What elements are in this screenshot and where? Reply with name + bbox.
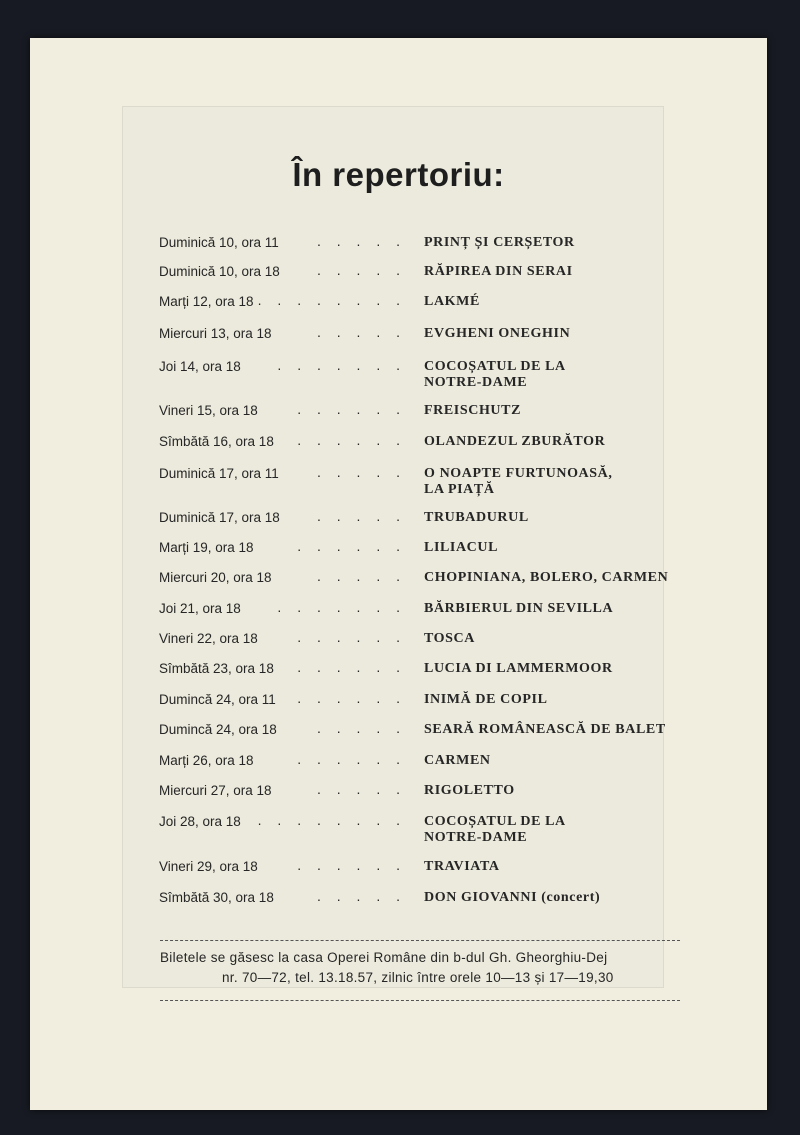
dot-leader: . . . . . . — [297, 659, 406, 675]
schedule-entry — [30, 631, 767, 651]
schedule-entry — [30, 357, 767, 390]
entry-show: COCOȘATUL DE LA NOTRE-DAME — [424, 359, 566, 390]
dot-leader: . . . . . . — [297, 629, 406, 645]
entry-date: Marți 12, ora 18 — [159, 294, 254, 309]
entry-date: Duminică 17, ora 18 — [159, 510, 280, 525]
dot-leader: . . . . . . — [297, 751, 406, 767]
entry-date: Miercuri 27, ora 18 — [159, 783, 272, 798]
entry-show: O NOAPTE FURTUNOASĂ, LA PIAȚĂ — [424, 466, 613, 497]
dot-leader: . . . . . — [316, 781, 406, 797]
entry-show: DON GIOVANNI (concert) — [424, 890, 601, 905]
dot-leader: . . . . . — [316, 888, 406, 904]
entry-date: Duminică 10, ora 18 — [159, 264, 280, 279]
dot-leader: . . . . . — [316, 464, 406, 480]
schedule-entry — [30, 264, 767, 284]
entry-show: TRUBADURUL — [424, 510, 529, 525]
entry-show: SEARĂ ROMÂNEASCĂ DE BALET — [424, 722, 666, 737]
entry-show: INIMĂ DE COPIL — [424, 692, 548, 707]
entry-show: CARMEN — [424, 753, 491, 768]
dot-leader: . . . . . . . — [277, 357, 406, 373]
entry-date: Joi 21, ora 18 — [159, 601, 241, 616]
entry-show: LILIACUL — [424, 540, 499, 555]
page-title: În repertoriu: — [292, 156, 505, 193]
entry-show: EVGHENI ONEGHIN — [424, 326, 571, 341]
dot-leader: . . . . . . — [297, 690, 406, 706]
entry-show: RIGOLETTO — [424, 783, 515, 798]
dot-leader: . . . . . — [316, 568, 406, 584]
schedule-entry — [30, 692, 767, 712]
dot-leader: . . . . . . — [297, 538, 406, 554]
entry-date: Duminică 17, ora 11 — [159, 466, 279, 481]
schedule-entry — [30, 601, 767, 621]
ticket-info — [160, 948, 680, 988]
entry-date: Vineri 22, ora 18 — [159, 631, 258, 646]
entry-date: Marți 19, ora 18 — [159, 540, 254, 555]
dot-leader: . . . . . . . . — [257, 292, 406, 308]
dot-leader: . . . . . . . . — [257, 812, 406, 828]
dot-leader: . . . . . — [316, 508, 406, 524]
schedule-entry — [30, 434, 767, 454]
entry-date: Marți 26, ora 18 — [159, 753, 254, 768]
schedule-entry — [30, 403, 767, 423]
entry-show: LUCIA DI LAMMERMOOR — [424, 661, 613, 676]
schedule-entry — [30, 540, 767, 560]
schedule-entry — [30, 812, 767, 845]
schedule-entry — [30, 753, 767, 773]
schedule-entry — [30, 326, 767, 346]
dashed-divider-bottom — [160, 1000, 680, 1001]
entry-date: Miercuri 13, ora 18 — [159, 326, 272, 341]
entry-show: OLANDEZUL ZBURĂTOR — [424, 434, 606, 449]
entry-date: Dumincă 24, ora 11 — [159, 692, 276, 707]
dot-leader: . . . . . — [316, 720, 406, 736]
dot-leader: . . . . . . — [297, 432, 406, 448]
schedule-entry — [30, 294, 767, 314]
entry-show: RĂPIREA DIN SERAI — [424, 264, 573, 279]
entry-date: Vineri 29, ora 18 — [159, 859, 258, 874]
program-sheet — [30, 38, 767, 1110]
schedule-entry — [30, 235, 767, 255]
entry-date: Sîmbătă 30, ora 18 — [159, 890, 274, 905]
entry-show: COCOȘATUL DE LA NOTRE-DAME — [424, 814, 566, 845]
entry-date: Sîmbătă 23, ora 18 — [159, 661, 274, 676]
entry-date: Joi 14, ora 18 — [159, 359, 241, 374]
schedule-entry — [30, 661, 767, 681]
ticket-info-line-2: nr. 70—72, tel. 13.18.57, zilnic între orele 10—13 și 17—19,30 — [222, 970, 614, 985]
dot-leader: . . . . . — [316, 233, 406, 249]
entry-date: Joi 28, ora 18 — [159, 814, 241, 829]
schedule-entry — [30, 722, 767, 742]
entry-date: Dumincă 24, ora 18 — [159, 722, 277, 737]
entry-date: Sîmbătă 16, ora 18 — [159, 434, 274, 449]
dot-leader: . . . . . . . — [277, 599, 406, 615]
dot-leader: . . . . . . — [297, 401, 406, 417]
entry-date: Miercuri 20, ora 18 — [159, 570, 272, 585]
entry-show: LAKMÉ — [424, 294, 480, 309]
entry-show: PRINȚ ȘI CERȘETOR — [424, 235, 575, 250]
schedule-entry — [30, 890, 767, 910]
schedule-entry — [30, 464, 767, 497]
entry-show: TRAVIATA — [424, 859, 500, 874]
schedule-entry — [30, 510, 767, 530]
dot-leader: . . . . . — [316, 324, 406, 340]
schedule-entry — [30, 783, 767, 803]
entry-date: Vineri 15, ora 18 — [159, 403, 258, 418]
entry-show: BĂRBIERUL DIN SEVILLA — [424, 601, 614, 616]
entry-show: CHOPINIANA, BOLERO, CARMEN — [424, 570, 669, 585]
dashed-divider-top — [160, 940, 680, 941]
schedule-entry — [30, 570, 767, 590]
entry-show: TOSCA — [424, 631, 475, 646]
entry-date: Duminică 10, ora 11 — [159, 235, 279, 250]
dot-leader: . . . . . . — [297, 857, 406, 873]
dot-leader: . . . . . — [316, 262, 406, 278]
entry-show: FREISCHUTZ — [424, 403, 522, 418]
ticket-info-line-1: Biletele se găsesc la casa Operei Române din b-dul Gh. Gheorghiu-Dej — [160, 950, 608, 965]
schedule-entry — [30, 859, 767, 879]
